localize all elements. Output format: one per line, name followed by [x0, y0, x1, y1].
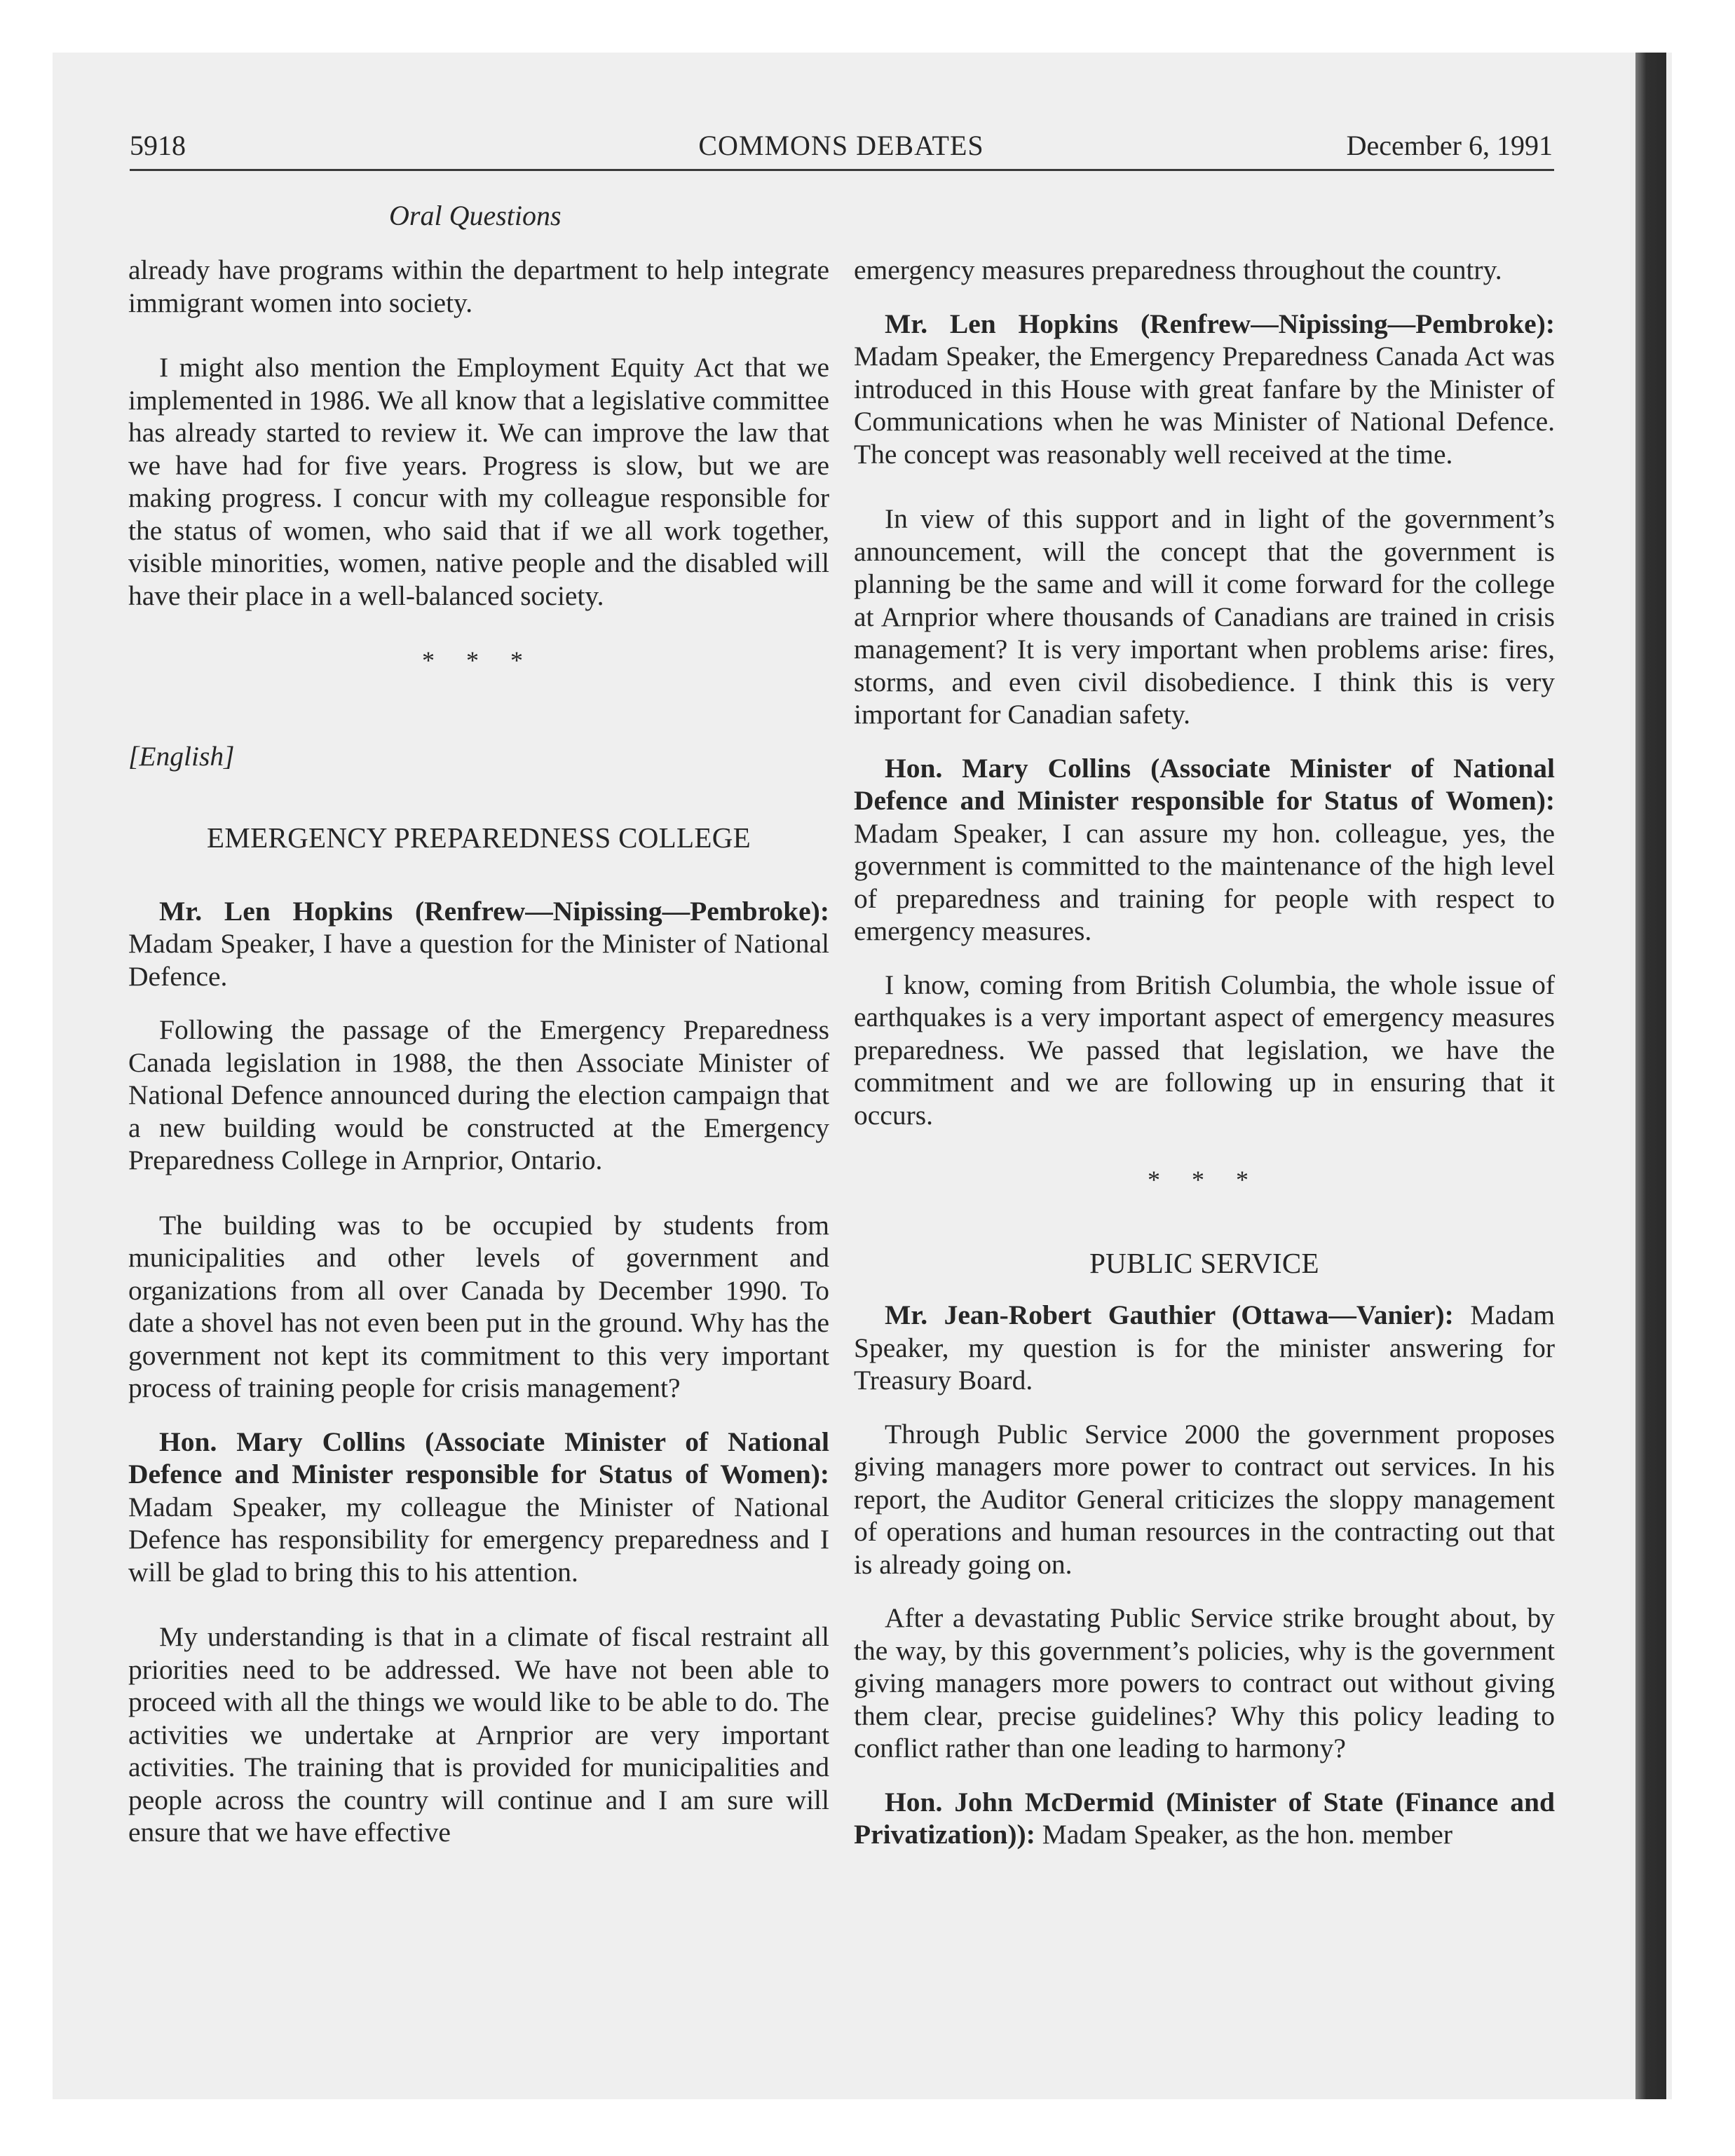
paragraph: Through Public Service 2000 the government proposes giving managers more power to contract out services. In his report, the Auditor General criticizes the sloppy management of operations and human resources in the contracting out that is already going on. [854, 1418, 1555, 1580]
speech-text: Madam Speaker, as the hon. member [1035, 1819, 1452, 1850]
speech-paragraph [128, 1426, 829, 1589]
speech-paragraph [854, 308, 1555, 471]
speaker-name: Mr. Jean-Robert Gauthier (Ottawa—Vanier): [885, 1299, 1454, 1330]
issue-date: December 6, 1991 [1346, 130, 1553, 161]
left-column [128, 254, 829, 1881]
speech-paragraph [854, 752, 1555, 948]
speaker-name: Hon. Mary Collins (Associate Minister of National Defence and Minister responsible for Status of Women): [854, 752, 1555, 816]
paragraph: already have programs within the department to help integrate immigrant women into society. [128, 254, 829, 318]
paragraph: emergency measures preparedness throughout the country. [854, 254, 1502, 285]
paragraph: I know, coming from British Columbia, the whole issue of earthquakes is a very important aspect of emergency measures preparedness. We passed that legislation, we have the commitment and we are following up in ensuring that it occurs. [854, 969, 1555, 1131]
page-number: 5918 [130, 130, 186, 161]
language-tag: [English] [128, 740, 235, 772]
paragraph: The building was to be occupied by students from municipalities and other levels of government and organizations from all over Canada by December 1990. To date a shovel has not even been put in the ground. Why has the government not kept its commitment to this very important process of training people for crisis management? [128, 1209, 829, 1403]
section-heading: PUBLIC SERVICE [1089, 1246, 1319, 1279]
speech-text: Madam Speaker, the Emergency Preparedness Canada Act was introduced in this House with great fanfare by the Minister of Communications when he was Minister of National Defence. The concept was reasonably well received at the time. [854, 341, 1555, 470]
speech-paragraph [128, 895, 829, 993]
speaker-name: Mr. Len Hopkins (Renfrew—Nipissing—Pembroke): [159, 895, 829, 927]
paragraph: I might also mention the Employment Equity Act that we implemented in 1986. We all know that a legislative committee has already started to review it. We can improve the law that we have had for five years. Progress is slow, but we are making progress. I concur with my colleague responsible for the status of women, who said that if we all work together, visible minorities, women, native people and the disabled will have their place in a well-balanced society. [128, 352, 829, 611]
speaker-name: Hon. John McDermid (Minister of State (Finance and Privatization)): [854, 1786, 1555, 1850]
right-column [854, 254, 1555, 1883]
speech-paragraph [854, 1299, 1555, 1397]
speaker-name: Hon. Mary Collins (Associate Minister of National Defence and Minister responsible for Status of Women): [128, 1426, 829, 1489]
scan-edge-shadow [1635, 53, 1666, 2099]
paragraph: Following the passage of the Emergency Preparedness Canada legislation in 1988, the then Associate Minister of National Defence announced during the election campaign that a new building would be constructed at the Emergency Preparedness College in Arnprior, Ontario. [128, 1014, 829, 1175]
speech-paragraph [854, 1786, 1555, 1851]
section-separator: * * * [1148, 1166, 1261, 1194]
paragraph: My understanding is that in a climate of fiscal restraint all priorities need to be addressed. We have not been able to proceed with all the things we would like to be able to do. The activities we undertake at Arnprior are very important activities. The training that is provided for municipalities and people across the country will continue and I am sure will ensure that we have effective [128, 1621, 829, 1848]
section-separator: * * * [422, 646, 536, 674]
header-rule [130, 169, 1554, 171]
speaker-name: Mr. Len Hopkins (Renfrew—Nipissing—Pembroke): [885, 308, 1555, 339]
journal-title: COMMONS DEBATES [698, 130, 984, 161]
speech-text: Madam Speaker, my question is for the minister answering for Treasury Board. [854, 1299, 1555, 1396]
page-header [130, 128, 1553, 164]
speech-text: Madam Speaker, I can assure my hon. colleague, yes, the government is committed to the maintenance of the high level of preparedness and training for people with respect to emergency measures. [854, 817, 1555, 946]
paragraph: After a devastating Public Service strike brought about, by the way, by this government’s policies, why is the government giving managers more powers to contract out without giving them clear, precise guidelines? Why this policy leading to conflict rather than one leading to harmony? [854, 1602, 1555, 1763]
section-label: Oral Questions [389, 200, 562, 231]
paragraph: In view of this support and in light of the government’s announcement, will the concept that the government is planning be the same and will it come forward for the college at Arnprior where thousands of Canadians are trained in crisis management? It is very important when problems arise: fires, storms, and even civil disobedience. I think this is very important for Canadian safety. [854, 503, 1555, 730]
speech-text: Madam Speaker, my colleague the Minister of National Defence has responsibility for emergency preparedness and I will be glad to bring this to his attention. [128, 1491, 829, 1588]
section-heading: EMERGENCY PREPAREDNESS COLLEGE [207, 821, 751, 854]
speech-text: Madam Speaker, I have a question for the Minister of National Defence. [128, 928, 829, 992]
